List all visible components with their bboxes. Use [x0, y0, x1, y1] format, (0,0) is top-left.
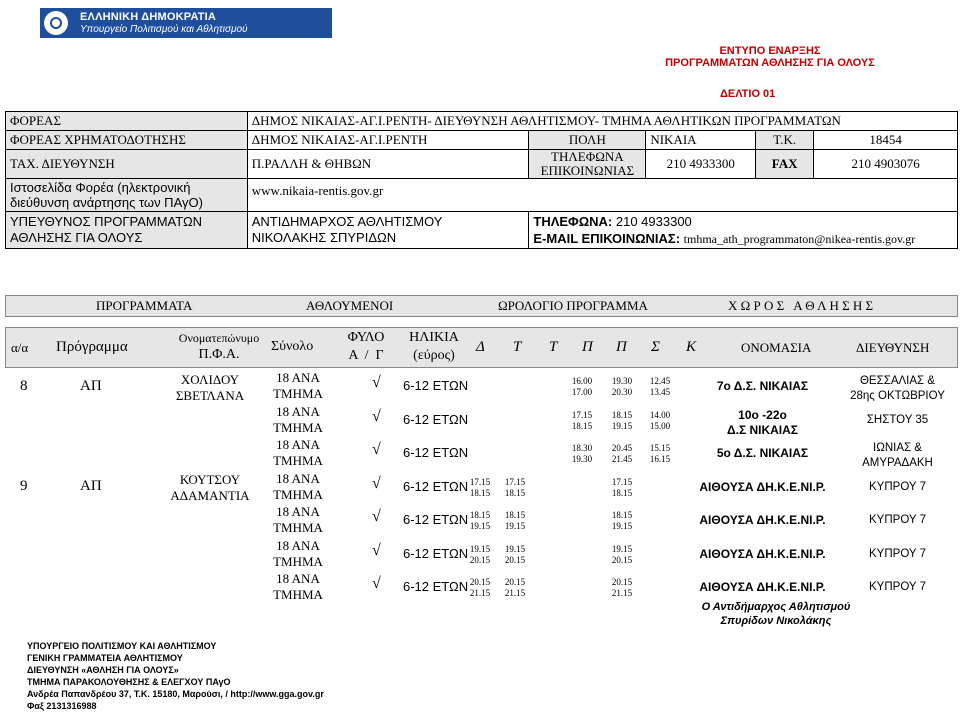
col-sex-2: Α / Γ [348, 348, 384, 363]
check-mark: √ [372, 575, 381, 592]
col-instructor-1: Ονοματεπώνυμο [178, 331, 260, 345]
row-venue-address: ΚΥΠΡΟΥ 7 [869, 514, 926, 526]
row-total-unit: ΤΜΗΜΑ [273, 587, 323, 602]
row-time-thu: 18.15 19.15 [611, 510, 633, 531]
row-time-thu: 19.30 20.30 [611, 376, 633, 397]
row-total-count: 18 ΑΝΑ [276, 538, 320, 553]
program-number: 9 [20, 478, 28, 494]
col-venue-address: ΔΙΕΥΘΥΝΣΗ [856, 340, 930, 355]
row-total-count: 18 ΑΝΑ [276, 437, 320, 452]
address-label: ΤΑΧ. ΔΙΕΥΘΥΝΣΗ [6, 150, 248, 179]
fax-value: 210 4903076 [814, 150, 958, 179]
organization-info-table [5, 111, 958, 249]
row-venue-name: ΑΙΘΟΥΣΑ ΔΗ.Κ.Ε.ΝΙ.Ρ. [699, 513, 826, 527]
row-age-range: 6-12 ΕΤΩΝ [403, 579, 469, 594]
logo-line-1: ΕΛΛΗΝΙΚΗ ΔΗΜΟΚΡΑΤΙΑ [80, 11, 217, 23]
row-time-mon: 19.15 20.15 [469, 544, 491, 565]
instructor-last: ΑΔΑΜΑΝΤΙΑ [170, 488, 250, 503]
row-age-range: 6-12 ΕΤΩΝ [403, 546, 469, 561]
col-age-2: (εύρος) [413, 348, 455, 363]
row-venue-name: ΑΙΘΟΥΣΑ ΔΗ.Κ.Ε.ΝΙ.Ρ. [699, 580, 826, 594]
row-age-range: 6-12 ΕΤΩΝ [403, 445, 469, 460]
row-venue-name: 10ο -22ο Δ.Σ ΝΙΚΑΙΑΣ [726, 408, 799, 437]
row-total-unit: ΤΜΗΜΑ [273, 487, 323, 502]
row-time-thu: 20.45 21.45 [611, 443, 633, 464]
row-total-count: 18 ΑΝΑ [276, 370, 320, 385]
row-total-count: 18 ΑΝΑ [276, 471, 320, 486]
row-venue-address: ΚΥΠΡΟΥ 7 [869, 581, 926, 593]
row-age-range: 6-12 ΕΤΩΝ [403, 512, 469, 527]
col-day-wed: Τ [549, 339, 558, 355]
row-venue-address: ΣΗΣΤΟΥ 35 [866, 414, 929, 426]
row-time-mon: 18.15 19.15 [469, 510, 491, 531]
section-programs: ΠΡΟΓΡΑΜΜΑΤΑ [96, 298, 193, 313]
signature-title: Ο Αντιδήμαρχος Αθλητισμού [701, 601, 851, 613]
responsible-email-label: E-MAIL ΕΠΙΚΟΙΝΩΝΙΑΣ: [533, 230, 681, 246]
responsible-phone-label: ΤΗΛΕΦΩΝΑ: [533, 213, 613, 229]
instructor-first: ΧΟΛΙΔΟΥ [180, 372, 240, 387]
row-time-tue: 19.15 20.15 [504, 544, 526, 565]
check-mark: √ [372, 374, 381, 391]
row-age-range: 6-12 ΕΤΩΝ [403, 412, 469, 427]
footer-line: Ανδρέα Παπανδρέου 37, Τ.Κ. 15180, Μαρούσι, / http://www.gga.gov.gr [27, 689, 324, 699]
footer [27, 640, 324, 712]
signature-name: Σπυρίδων Νικολάκης [720, 615, 832, 627]
city-label: ΠΟΛΗ [529, 131, 646, 150]
row-time-thu: 20.15 21.15 [611, 577, 633, 598]
row-time-tue: 20.15 21.15 [504, 577, 526, 598]
responsible-label: ΥΠΕΥΘΥΝΟΣ ΠΡΟΓΡΑΜΜΑΤΩΝ ΑΘΛΗΣΗΣ ΓΙΑ ΟΛΟΥΣ [6, 212, 248, 249]
program-code: ΑΠ [80, 478, 102, 494]
row-time-thu: 17.15 18.15 [611, 477, 633, 498]
row-total-count: 18 ΑΝΑ [276, 504, 320, 519]
col-venue-name: ΟΝΟΜΑΣΙΑ [741, 340, 812, 355]
col-sex-1: ΦΥΛΟ [347, 330, 385, 345]
instructor-name [160, 472, 260, 504]
row-venue-address: ΙΩΝΙΑΣ & ΑΜΥΡΑΔΑΚΗ [862, 442, 933, 469]
responsible-name: ΝΙΚΟΛΑΚΗΣ ΣΠΥΡΙΔΩΝ [251, 230, 397, 245]
col-program: Πρόγραμμα [56, 339, 128, 355]
footer-line: ΓΕΝΙΚΗ ΓΡΑΜΜΑΤΕΙΑ ΑΘΛΗΤΙΣΜΟΥ [27, 653, 183, 663]
row-venue-name: 7ο Δ.Σ. ΝΙΚΑΙΑΣ [716, 379, 809, 393]
row-total-count: 18 ΑΝΑ [276, 571, 320, 586]
row-time-fri: 15.15 16.15 [649, 443, 671, 464]
row-venue-name: ΑΙΘΟΥΣΑ ΔΗ.Κ.Ε.ΝΙ.Ρ. [699, 480, 826, 494]
row-venue-name: ΑΙΘΟΥΣΑ ΔΗ.Κ.Ε.ΝΙ.Ρ. [699, 547, 826, 561]
row-age-range: 6-12 ΕΤΩΝ [403, 479, 469, 494]
check-mark: √ [372, 475, 381, 492]
form-title-2: ΠΡΟΓΡΑΜΜΑΤΩΝ ΑΘΛΗΣΗΣ ΓΙΑ ΟΛΟΥΣ [665, 57, 875, 69]
finance-value: ΔΗΜΟΣ ΝΙΚΑΙΑΣ-ΑΓ.Ι.ΡΕΝΤΗ [247, 131, 529, 150]
row-total-unit: ΤΜΗΜΑ [273, 420, 323, 435]
col-day-sat: Σ [651, 339, 660, 355]
row-total-count: 18 ΑΝΑ [276, 404, 320, 419]
section-header-bar [5, 295, 958, 317]
row-venue-name: 5ο Δ.Σ. ΝΙΚΑΙΑΣ [716, 446, 809, 460]
instructor-name [160, 372, 260, 404]
row-time-mon: 17.15 18.15 [469, 477, 491, 498]
logo-line-2: Υπουργείο Πολιτισμού και Αθλητισμού [80, 24, 248, 35]
col-aa: α/α [11, 340, 29, 355]
responsible-contact [529, 212, 958, 249]
row-venue-address: ΚΥΠΡΟΥ 7 [869, 548, 926, 560]
responsible-role: ΑΝΤΙΔΗΜΑΡΧΟΣ ΑΘΛΗΤΙΣΜΟΥ [251, 214, 443, 229]
form-title-1: ΕΝΤΥΠΟ ΕΝΑΡΞΗΣ [719, 45, 821, 57]
row-age-range: 6-12 ΕΤΩΝ [403, 378, 469, 393]
instructor-last: ΣΒΕΤΛΑΝΑ [175, 388, 245, 403]
col-total: Σύνολο [271, 339, 314, 354]
row-time-tue: 18.15 19.15 [504, 510, 526, 531]
city-value: ΝΙΚΑΙΑ [646, 131, 756, 150]
finance-label: ΦΟΡΕΑΣ ΧΡΗΜΑΤΟΔΟΤΗΣΗΣ [6, 131, 248, 150]
col-day-tue: Τ [513, 339, 522, 355]
emblem-icon [44, 11, 68, 35]
phone-label-2: ΕΠΙΚΟΙΝΩΝΙΑΣ [540, 163, 635, 178]
footer-line: Φαξ 2131316988 [27, 701, 97, 711]
form-delta: ΔΕΛΤΙΟ 01 [720, 88, 776, 100]
tk-value: 18454 [814, 131, 958, 150]
foreas-label: ΦΟΡΕΑΣ [6, 112, 248, 131]
fax-label: FAX [756, 150, 814, 179]
form-title [640, 45, 900, 69]
phone-value: 210 4933300 [646, 150, 756, 179]
website-label: Ιστοσελίδα Φορέα (ηλεκτρονική διεύθυνση ανάρτησης των ΠΑγΟ) [6, 179, 248, 212]
col-day-sun: Κ [686, 339, 697, 355]
ministry-logo [40, 8, 332, 38]
check-mark: √ [372, 408, 381, 425]
row-total-unit: ΤΜΗΜΑ [273, 554, 323, 569]
check-mark: √ [372, 508, 381, 525]
footer-line: ΤΜΗΜΑ ΠΑΡΑΚΟΛΟΥΘΗΣΗΣ & ΕΛΕΓΧΟΥ ΠΑγΟ [27, 677, 231, 687]
columns-header-bar [5, 327, 958, 368]
row-total-unit: ΤΜΗΜΑ [273, 453, 323, 468]
row-time-thu: 18.15 19.15 [611, 410, 633, 431]
section-venue: Χ Ω Ρ Ο Σ Α Θ Λ Η Σ Η Σ [728, 298, 874, 313]
row-venue-address: ΚΥΠΡΟΥ 7 [869, 481, 926, 493]
row-total-unit: ΤΜΗΜΑ [273, 386, 323, 401]
foreas-value: ΔΗΜΟΣ ΝΙΚΑΙΑΣ-ΑΓ.Ι.ΡΕΝΤΗ- ΔΙΕΥΘΥΝΣΗ ΑΘΛΗΤΙΣΜΟΥ- ΤΜΗΜΑ ΑΘΛΗΤΙΚΩΝ ΠΡΟΓΡΑΜΜΑΤΩΝ [247, 112, 957, 131]
row-time-fri: 12.45 13.45 [649, 376, 671, 397]
responsible-person [247, 212, 529, 249]
program-number: 8 [20, 378, 28, 394]
row-time-mon: 20.15 21.15 [469, 577, 491, 598]
col-age-1: ΗΛΙΚΙΑ [409, 330, 459, 345]
row-time-tue: 17.15 18.15 [504, 477, 526, 498]
row-venue-address: ΘΕΣΣΑΛΙΑΣ & 28ης ΟΚΤΩΒΡΙΟΥ [850, 375, 945, 402]
phone-label [529, 150, 646, 179]
row-time-wed: 18.30 19.30 [571, 443, 593, 464]
address-value: Π.ΡΑΛΛΗ & ΘΗΒΩΝ [247, 150, 529, 179]
check-mark: √ [372, 441, 381, 458]
footer-line: ΥΠΟΥΡΓΕΙΟ ΠΟΛΙΤΙΣΜΟΥ ΚΑΙ ΑΘΛΗΤΙΣΜΟΥ [27, 641, 217, 651]
responsible-email[interactable]: tmhma_ath_programmaton@nikea-rentis.gov.gr [683, 231, 916, 246]
col-day-mon: Δ [476, 339, 485, 355]
row-time-wed: 16.00 17.00 [571, 376, 593, 397]
section-athletes: ΑΘΛΟΥΜΕΝΟΙ [306, 298, 394, 313]
program-code: ΑΠ [80, 378, 102, 394]
section-schedule: ΩΡΟΛΟΓΙΟ ΠΡΟΓΡΑΜΜΑ [498, 298, 648, 313]
row-time-wed: 17.15 18.15 [571, 410, 593, 431]
check-mark: √ [372, 542, 381, 559]
col-day-thu: Π [582, 339, 593, 355]
col-instructor-2: Π.Φ.Α. [198, 347, 240, 362]
col-day-fri: Π [616, 339, 627, 355]
website-value[interactable]: www.nikaia-rentis.gov.gr [247, 179, 957, 212]
instructor-first: ΚΟΥΤΣΟΥ [179, 472, 241, 487]
row-time-thu: 19.15 20.15 [611, 544, 633, 565]
signature [692, 600, 860, 628]
tk-label: Τ.Κ. [756, 131, 814, 150]
footer-line: ΔΙΕΥΘΥΝΣΗ «ΑΘΛΗΣΗ ΓΙΑ ΟΛΟΥΣ» [27, 665, 179, 675]
row-total-unit: ΤΜΗΜΑ [273, 520, 323, 535]
responsible-phone: 210 4933300 [615, 213, 692, 229]
row-time-fri: 14.00 15.00 [649, 410, 671, 431]
phone-label-1: ΤΗΛΕΦΩΝΑ [551, 149, 624, 164]
